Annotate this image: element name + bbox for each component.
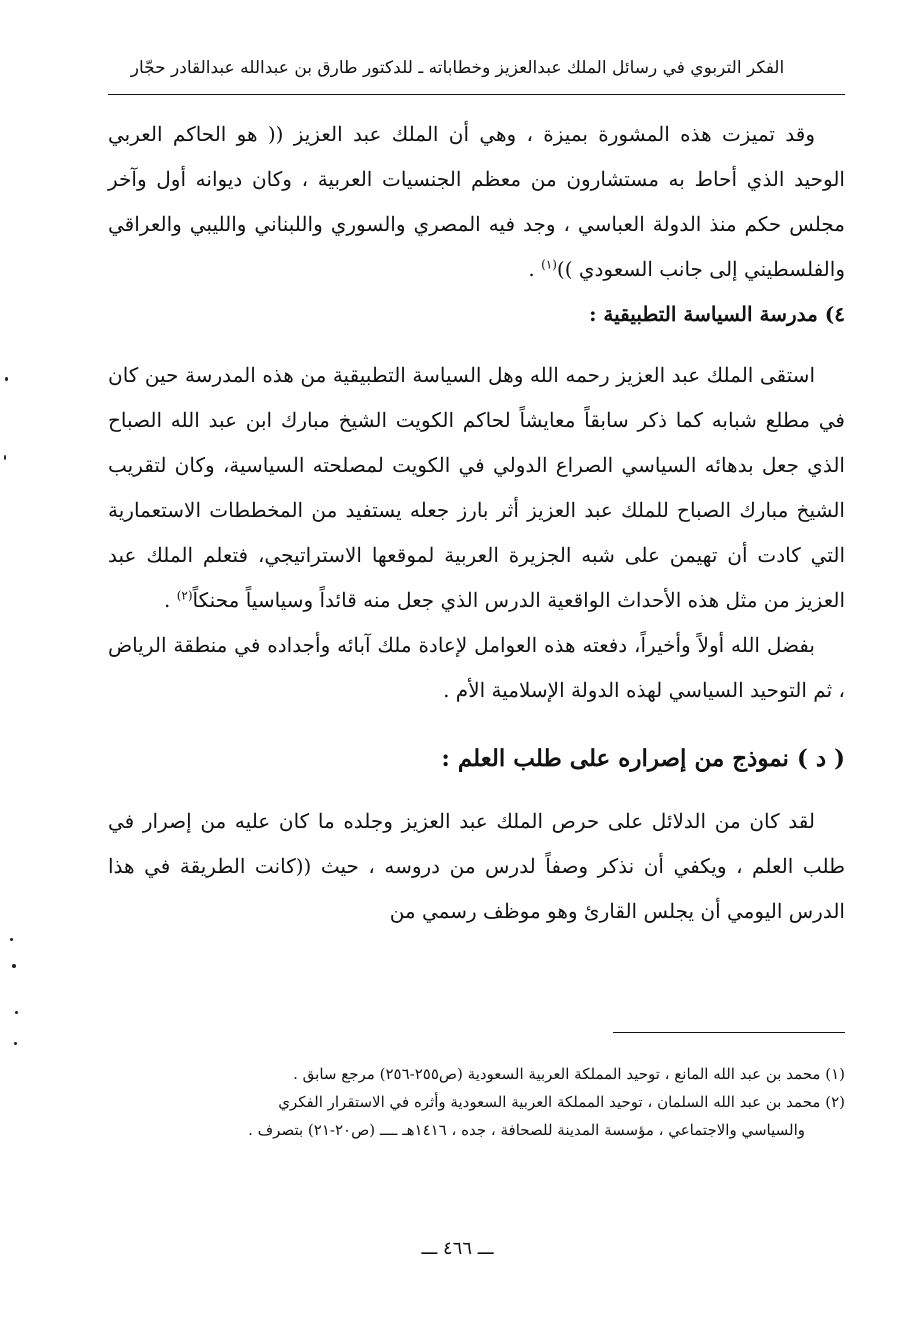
footnote-rule (613, 1032, 845, 1033)
scan-speck (15, 1011, 18, 1014)
paragraph-applied-politics (108, 353, 845, 623)
scan-speck (5, 377, 8, 381)
footnote-2: (٢) محمد بن عبد الله السلمان ، توحيد المملكة العربية السعودية وأثره في الاستقرار الفكري (278, 1093, 845, 1111)
footnote-2-continuation: والسياسي والاجتماعي ، مؤسسة المدينة للصحافة ، جده ، ١٤١٦هـ ــــ (ص٢٠-٢١) بتصرف . (248, 1121, 805, 1139)
spacer (108, 713, 845, 735)
scan-speck (4, 455, 6, 460)
main-text (108, 112, 845, 934)
subheading-applied-politics: ٤) مدرسة السياسة التطبيقية : (589, 302, 845, 326)
header-rule (108, 94, 845, 95)
page-number: ـــ ٤٦٦ ـــ (421, 1238, 494, 1259)
spacer (108, 337, 845, 353)
section-title-d: ( د ) نموذج من إصراره على طلب العلم : (441, 745, 845, 772)
scan-speck (12, 964, 16, 968)
paragraph-applied-politics-text: استقى الملك عبد العزيز رحمه الله وهل السياسة التطبيقية من هذه المدرسة حين كان في مطلع شبابه كما ذكر سابقاً معايشاً لحاكم الكويت الشيخ مبارك ابن عبد الله الصباح الذي جعل بدهائه السياسي الصراع الدولي في الكويت لمصلحته السياسية، وكان لتقريب الشيخ مبارك الصباح للملك عبد العزيز أثر بارز جعله يستفيد من المخططات الاستعمارية التي كادت أن تهيمن على شبه الجزيرة العربية لموقعها الاستراتيجي، فتعلم الملك عبد العزيز من مثل هذه الأحداث الواقعية الدرس الذي جعل منه قائداً وسياسياً محنكاً (108, 363, 845, 612)
scan-speck (14, 1042, 17, 1045)
paragraph-applied-politics-end: . (164, 588, 177, 612)
paragraph-advisors-text: وقد تميزت هذه المشورة بميزة ، وهي أن الملك عبد العزيز (( هو الحاكم العربي الوحيد الذي أحاط به مستشارون من معظم الجنسيات العربية ، وكان ديوانه أول وآخر مجلس حكم منذ الدولة العباسي ، وجد فيه المصري والسوري واللبناني والليبي والعراقي والفلسطيني إلى جانب السعودي )) (108, 122, 845, 281)
footnotes (108, 1060, 845, 1144)
spacer (108, 783, 845, 799)
scan-speck (10, 938, 13, 941)
paragraph-seeking-knowledge: لقد كان من الدلائل على حرص الملك عبد العزيز وجلده ما كان عليه من إصرار في طلب العلم ، ويكفي أن نذكر وصفاً لدرس من دروسه ، حيث ((كانت الطريقة في هذا الدرس اليومي أن يجلس القارئ وهو موظف رسمي من (108, 809, 845, 923)
footnote-ref-2: (٢) (176, 588, 193, 603)
paragraph-advisors (108, 112, 845, 292)
paragraph-advisors-end: . (528, 257, 542, 281)
paragraph-unification: بفضل الله أولاً وأخيراً، دفعته هذه العوامل لإعادة ملك آبائه وأجداده في منطقة الرياض ، ثم التوحيد السياسي لهذه الدولة الإسلامية الأم . (108, 633, 845, 702)
footnote-1: (١) محمد بن عبد الله المانع ، توحيد المملكة العربية السعودية (ص٢٥٥-٢٥٦) مرجع سابق . (293, 1065, 845, 1083)
footnote-ref-1: (١) (541, 257, 557, 272)
running-header: الفكر التربوي في رسائل الملك عبدالعزيز وخطاباته ـ للدكتور طارق بن عبدالله عبدالقادر حجّار (130, 58, 785, 78)
